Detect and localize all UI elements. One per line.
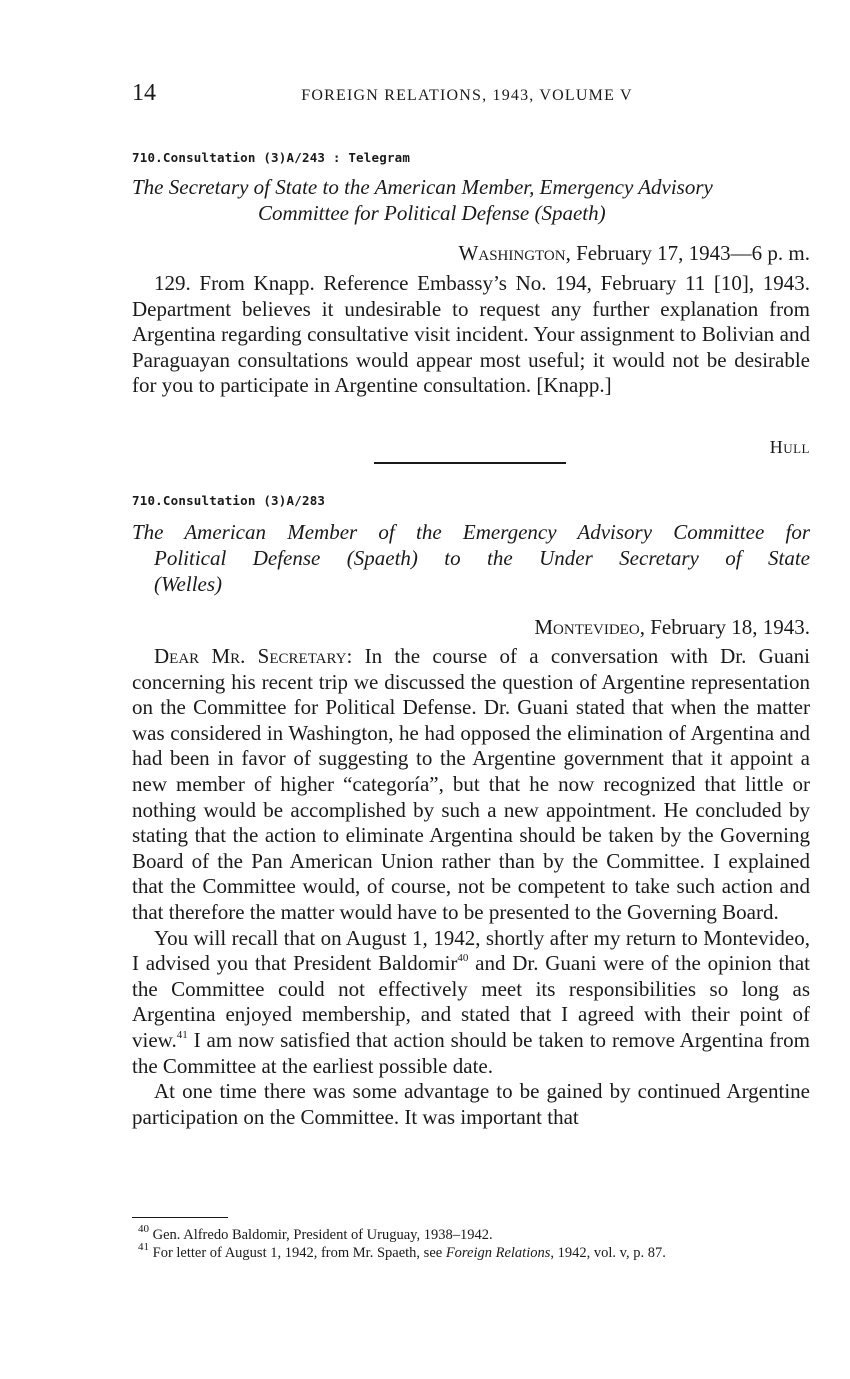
page-header xyxy=(132,80,810,110)
file-reference-2: 710.Consultation (3)A/283 xyxy=(132,493,326,508)
salutation: Dear Mr. Secretary: xyxy=(154,644,353,668)
footnote-40 xyxy=(132,1223,810,1244)
section-divider xyxy=(374,462,566,464)
document-title-1 xyxy=(132,174,810,226)
page-number: 14 xyxy=(132,80,156,106)
letter-paragraph-2-part2: and Dr. Guani were of the opinion that the Committee could not effectively meet its responsibilities so long as Argentina enjoyed membership, and stated that I agreed with their point of view. xyxy=(132,951,810,1052)
running-title: FOREIGN RELATIONS, 1943, VOLUME V xyxy=(301,87,633,104)
letter-paragraph-3: At one time there was some advantage to be gained by continued Argentine participation on the Committee. It was important that xyxy=(132,1079,810,1129)
footnote-41 xyxy=(132,1241,810,1262)
footnote-ref-41[interactable]: 41 xyxy=(176,1028,188,1041)
file-reference-1: 710.Consultation (3)A/243 : Telegram xyxy=(132,150,411,165)
letter-paragraph-1-text: In the course of a conversation with Dr. Guani concerning his recent trip we discussed the question of Argentine representation on the Committee for Political Defense. Dr. Guani stated that when the matter was considered in Washington, he had opposed the elimination of Argentina and had been in favor of suggesting to the Argentine government that it appoint a new member of higher “categoría”, but that he now recognized that little or nothing would be accomplished by such a new appointment. He concluded by stating that the action to eliminate Argentina should be taken by the Governing Board of the Pan American Union rather than by the Committee. I explained that the Committee would, of course, not be competent to take such action and that therefore the matter would have to be presented to the Governing Board. xyxy=(132,644,810,924)
document-title-2-line3: (Welles) xyxy=(154,572,223,596)
document-title-1-line2: Committee for Political Defense (Spaeth) xyxy=(258,201,606,225)
dateline-2-date: , February 18, 1943. xyxy=(639,615,810,639)
dateline-2 xyxy=(132,615,810,640)
dateline-1-date: , February 17, 1943—6 p. m. xyxy=(565,241,810,265)
footnote-41-text-a: For letter of August 1, 1942, from Mr. Spaeth, see xyxy=(149,1245,446,1261)
letter-paragraph-1 xyxy=(132,644,810,926)
document-title-2 xyxy=(132,519,810,597)
letter-body xyxy=(132,644,810,1130)
footnote-40-text: Gen. Alfredo Baldomir, President of Uruguay, 1938–1942. xyxy=(149,1227,493,1243)
letter-paragraph-2-part3: I am now satisfied that action should be taken to remove Argentina from the Committee at the earliest possible date. xyxy=(132,1027,810,1078)
footnote-41-marker: 41 xyxy=(138,1241,149,1254)
document-title-2-line2: Political Defense (Spaeth) to the Under Secretary of State xyxy=(154,546,810,570)
letter-paragraph-2 xyxy=(132,926,810,1080)
letter-paragraph-2-part1: You will recall that on August 1, 1942, shortly after my return to Montevideo, I advised you that President Baldomir xyxy=(132,925,810,976)
telegram-body xyxy=(132,271,810,399)
document-title-2-line1: The American Member of the Emergency Advisory Committee for xyxy=(132,520,810,544)
footnote-41-italic: Foreign Relations xyxy=(445,1245,551,1261)
footnotes xyxy=(132,1223,810,1262)
document-title-1-line1: The Secretary of State to the American Member, Emergency Advisory xyxy=(132,175,713,199)
footnote-ref-40[interactable]: 40 xyxy=(457,952,469,965)
telegram-paragraph: 129. From Knapp. Reference Embassy’s No. 194, February 11 [10], 1943. Department believes it undesirable to request any further explanation from Argentina regarding consultative visit incident. Your assignment to Bolivian and Paraguayan consultations would appear most useful; it would not be desirable for you to participate in Argentine consultation. [Knapp.] xyxy=(132,271,810,398)
footnote-41-text-b: , 1942, vol. v, p. 87. xyxy=(550,1245,666,1261)
signature-hull: Hull xyxy=(769,437,810,457)
dateline-2-place: Montevideo xyxy=(534,615,640,639)
dateline-1 xyxy=(132,241,810,266)
footnote-divider xyxy=(132,1217,228,1218)
dateline-1-place: Washington xyxy=(458,241,566,265)
footnote-40-marker: 40 xyxy=(138,1223,149,1236)
